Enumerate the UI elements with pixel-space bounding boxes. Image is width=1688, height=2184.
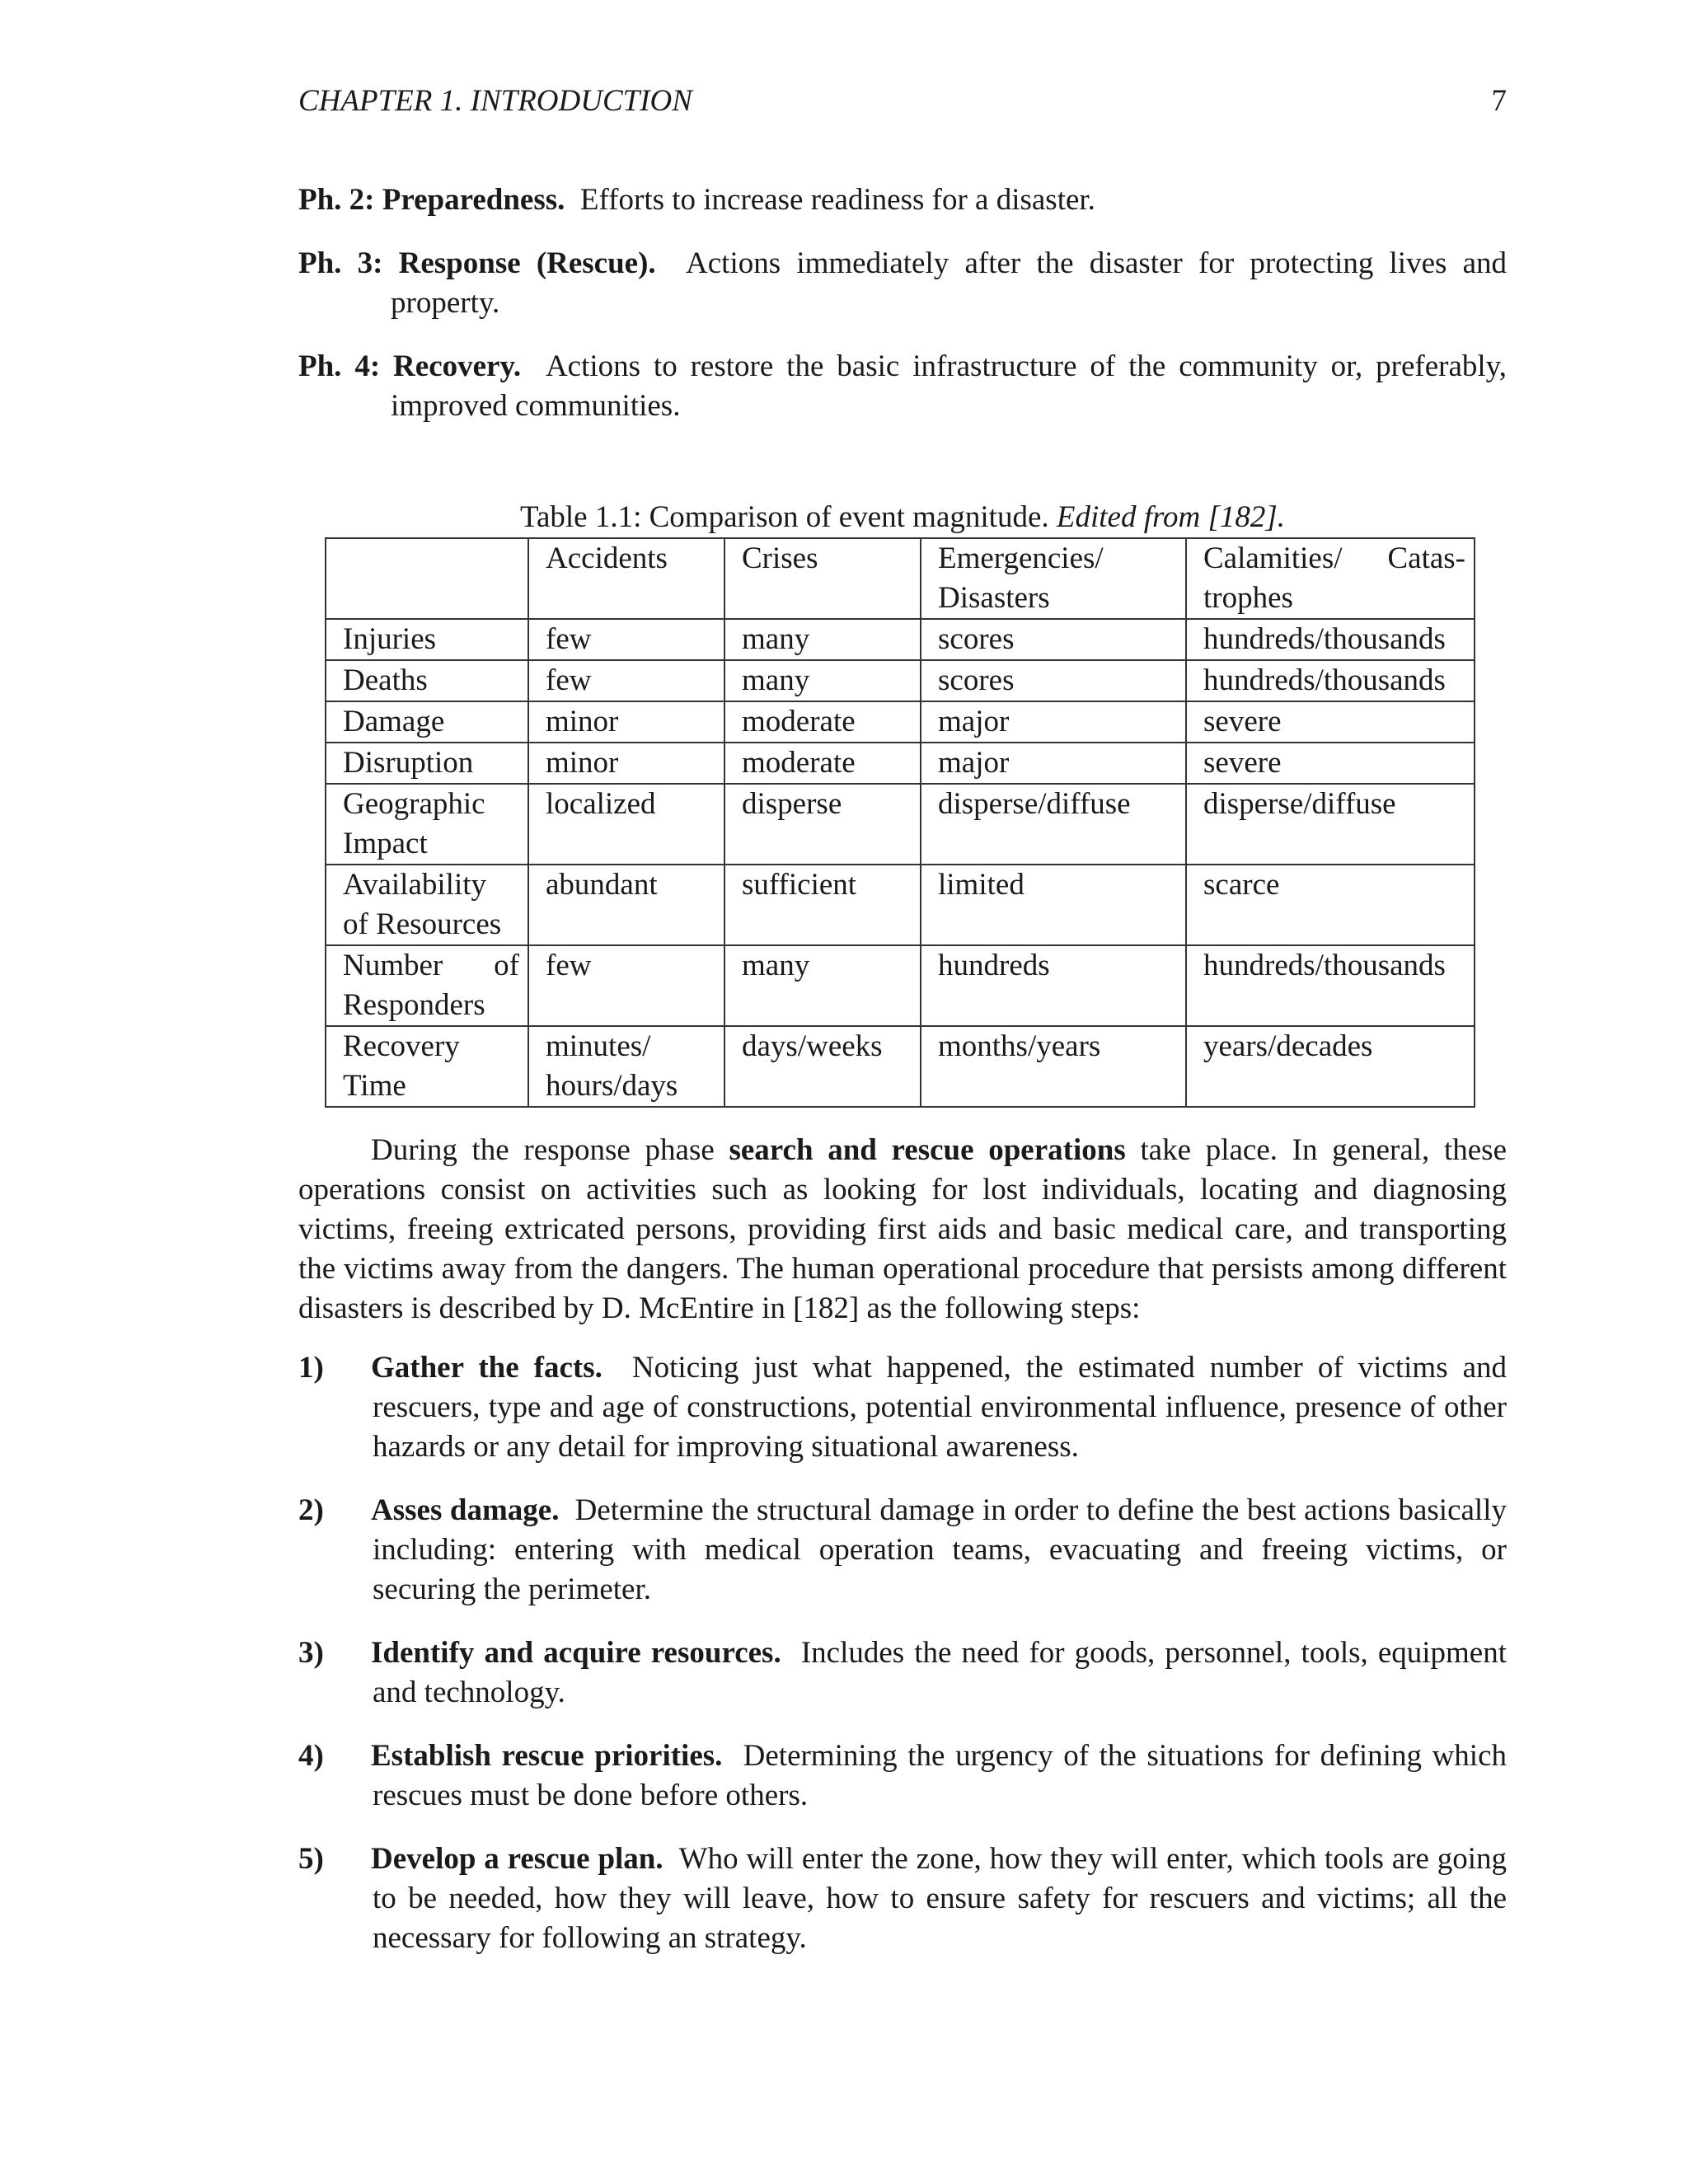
table-cell: moderate [724,743,921,784]
table-cell: Deaths [326,660,528,701]
table-header-cell: Crises [724,538,921,619]
table-cell: hundreds/thousands [1186,945,1475,1026]
table-cell: Geographic Impact [326,784,528,865]
table-cell: major [921,701,1186,743]
table-cell: Availability of Resources [326,865,528,945]
table-cell: localized [528,784,724,865]
table-cell: hundreds [921,945,1186,1026]
table-cell: abundant [528,865,724,945]
phase-item [298,347,1507,426]
step-number: 1) [298,1351,324,1385]
table-cell: years/decades [1186,1026,1475,1107]
table-header-cell: Calamities/ Catas-trophes [1186,538,1475,619]
table-row [326,945,1475,1026]
comparison-table [325,537,1475,1108]
phase-text: Efforts to increase readiness for a disaster. [579,183,1095,217]
phase-text: Actions to restore the basic infrastructure of the community or, preferably, improved communities. [391,349,1507,423]
table-cell: disperse/diffuse [1186,784,1475,865]
table-cell: Injuries [326,619,528,660]
step-text: Determine the structural damage in order to define the best actions basically including: entering with medical operation teams, evacuating and freeing victims, or securing the perimeter. [373,1493,1507,1606]
phase-item [298,180,1507,220]
paragraph-bold-term: search and rescue operations [729,1133,1126,1167]
caption-main: Table 1.1: Comparison of event magnitude. [519,500,1049,534]
table-row [326,660,1475,701]
step-number: 4) [298,1739,324,1773]
step-item [298,1736,1507,1816]
step-text: Who will enter the zone, how they will enter, which tools are going to be needed, how they will leave, how to ensure safety for rescuers and victims; all the necessary for following an strategy. [373,1842,1507,1955]
table-row [326,743,1475,784]
table-cell: months/years [921,1026,1186,1107]
table-header-row [326,538,1475,619]
caption-source: Edited from [182]. [1056,500,1286,534]
table-row [326,701,1475,743]
page [298,0,1507,2184]
phase-text: Actions immediately after the disaster for protecting lives and property. [391,246,1507,320]
table-cell: many [724,945,921,1026]
phase-label: Ph. 3: Response (Rescue). [298,246,656,280]
table-row [326,619,1475,660]
table-cell: minutes/ hours/days [528,1026,724,1107]
table-cell: few [528,619,724,660]
table-cell: severe [1186,701,1475,743]
step-item [298,1491,1507,1610]
table-cell: severe [1186,743,1475,784]
table-cell: disperse [724,784,921,865]
table-cell: Number of Responders [326,945,528,1026]
table-cell: major [921,743,1186,784]
table-header-cell: Emergencies/ Disasters [921,538,1186,619]
page-number: 7 [1491,84,1507,118]
step-lead: Gather the facts. [371,1351,603,1385]
table-cell: hundreds/thousands [1186,619,1475,660]
step-text: Noticing just what happened, the estimated number of victims and rescuers, type and age of constructions, potential environmental influence, presence of other hazards or any detail for improving situational awareness. [373,1351,1507,1464]
step-number: 3) [298,1636,324,1670]
table-cell: few [528,660,724,701]
table-cell: minor [528,743,724,784]
step-lead: Establish rescue priorities. [371,1739,723,1773]
step-lead: Identify and acquire resources. [371,1636,781,1670]
table-cell: moderate [724,701,921,743]
table-header-cell: Accidents [528,538,724,619]
table-cell: minor [528,701,724,743]
phase-item [298,244,1507,323]
table-cell: scarce [1186,865,1475,945]
table-cell: hundreds/thousands [1186,660,1475,701]
table-cell: Disruption [326,743,528,784]
table-row [326,1026,1475,1107]
running-header [298,81,1507,122]
step-item [298,1348,1507,1467]
table-row [326,865,1475,945]
table-cell: sufficient [724,865,921,945]
table-cell: days/weeks [724,1026,921,1107]
table-cell: few [528,945,724,1026]
step-lead: Develop a rescue plan. [371,1842,663,1876]
table-cell: Damage [326,701,528,743]
step-item [298,1840,1507,1958]
chapter-title: CHAPTER 1. INTRODUCTION [298,84,692,118]
table-cell: scores [921,660,1186,701]
paragraph-text-after: take place. In general, these operations consist on activities such as looking for lost individuals, locating and diagnosing victims, freeing extricated persons, providing first aids and basic medical care, and transporting the victims away from the dangers. The human operational procedure that persists among different disasters is described by D. McEntire in [182] as the following steps: [298,1133,1507,1325]
phase-label: Ph. 2: Preparedness. [298,183,565,217]
step-item [298,1633,1507,1713]
step-number: 5) [298,1842,324,1876]
table-row [326,784,1475,865]
step-text: Determining the urgency of the situations for defining which rescues must be done before others. [373,1739,1507,1812]
paragraph-text-before: During the response phase [371,1133,729,1167]
step-text: Includes the need for goods, personnel, tools, equipment and technology. [373,1636,1507,1709]
step-number: 2) [298,1493,324,1527]
body-paragraph [298,1131,1507,1329]
table-cell: many [724,660,921,701]
table-cell: Recovery Time [326,1026,528,1107]
table-cell: scores [921,619,1186,660]
table-cell: disperse/diffuse [921,784,1186,865]
table-caption [298,498,1507,537]
step-lead: Asses damage. [371,1493,560,1527]
phase-label: Ph. 4: Recovery. [298,349,522,383]
table-cell: limited [921,865,1186,945]
table-header-cell [326,538,528,619]
table-cell: many [724,619,921,660]
